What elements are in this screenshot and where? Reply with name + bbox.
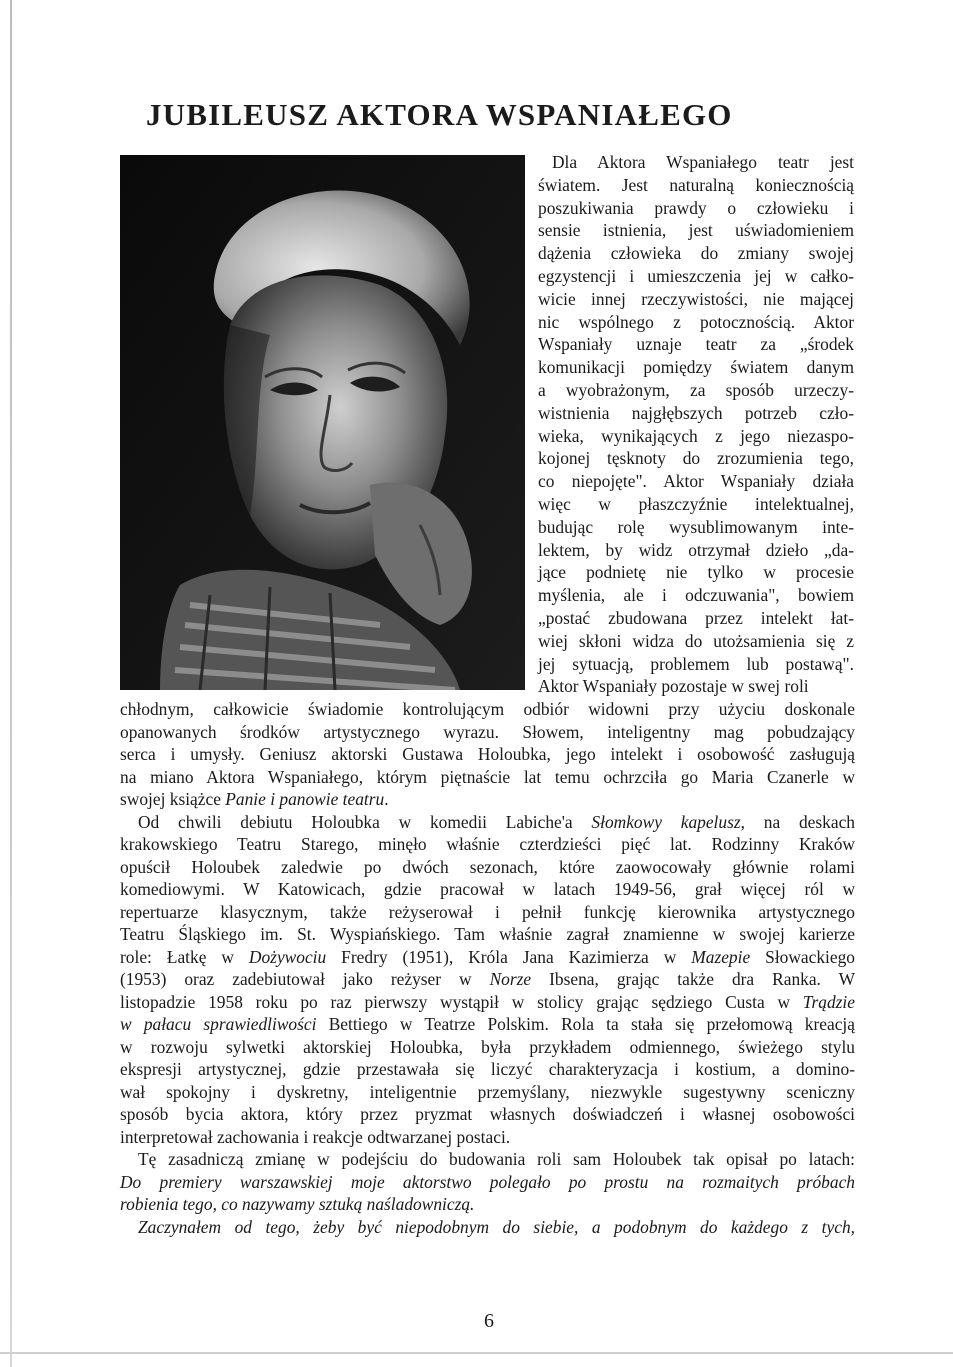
text-segment: krakowskiego Teatru Starego, minęło właśnie czterdzieści pięć lat. Rodzinny Kraków [120,834,855,854]
text-segment: opuścił Holoubek zaledwie po dwóch sezonach, które zaowocowały głównie rolami [120,856,855,877]
body-line [120,878,855,901]
text-segment: role: Łatkę w [120,946,249,967]
column-line: Dla Aktora Wspaniałego teatr jest [552,152,854,172]
text-segment: Od chwili debiutu Holoubka w komedii Labiche'a [138,811,592,832]
column-line: jej sytuacją, problemem lub postawą". [538,653,854,674]
column-line: wiej skłoni widza do utożsamienia się z [538,630,854,651]
column-line: wicie innej rzeczywistości, nie mającej [538,288,854,309]
column-line: wistnienia najgłębszych potrzeb czło- [538,402,854,423]
body-line [120,811,855,834]
column-line: egzystencji i umieszczenia jej w całko- [538,265,854,286]
column-line: jące podnietę nie tylko w procesie [538,562,854,583]
body-line [120,721,855,744]
column-line: kojonej tęsknoty do zrozumienia tego, [538,448,854,469]
text-segment: komediowymi. W Katowicach, gdzie pracował w latach 1949-56, grał więcej ról w [120,879,855,899]
column-line: nic wspólnego z potocznością. Aktor [538,311,854,332]
body-line [120,1216,855,1239]
text-segment: swojej książce [120,789,226,809]
text-segment: ekspresji artystycznej, gdzie przestawała się liczyć charakteryzacja i kostium, a domino- [120,1059,855,1079]
body-line [120,991,855,1014]
column-line: więc w płaszczyźnie intelektualnej, [538,493,854,514]
column-line: „postać zbudowana przez intelekt łat- [538,607,854,628]
text-segment: Do premiery warszawskiej moje aktorstwo polegało po prostu na rozmaitych próbach [120,1171,855,1192]
body-line [120,923,855,946]
body-line [120,1013,855,1036]
text-segment: repertuarze klasycznym, także reżyserował i pełnił funkcję kierownika artystycznego [120,901,855,922]
body-line [120,1081,855,1104]
body-line [120,833,855,856]
column-text [538,151,854,698]
text-segment: wał spokojny i dyskretny, inteligentnie przemyślany, niezwykle sugestywny sceniczny [120,1081,855,1102]
text-segment: serca i umysły. Geniusz aktorski Gustawa Holoubka, jego intelekt i osobowość zasługują [120,744,855,764]
column-line: komunikacji pomiędzy światem danym [538,357,854,378]
column-line: co niepojęte". Aktor Wspaniały działa [538,471,854,492]
body-line [120,1126,855,1149]
body-line [120,1171,855,1194]
text-segment: chłodnym, całkowicie świadomie kontrolującym odbiór widowni przy użyciu doskonale [120,699,855,719]
column-line: myślenia, ale i odczuwania", bowiem [538,585,854,606]
text-segment: (1953) oraz zadebiutował jako reżyser w [120,969,490,989]
body-line [120,766,855,789]
column-line: a wyobrażonym, za sposób urzeczy- [538,379,854,400]
scan-edge-left [10,0,12,1367]
column-line: lektem, by widz otrzymał dzieło „da- [538,539,854,560]
body-line [120,698,855,721]
body-line [120,788,855,811]
text-segment: w pałacu sprawiedliwości [120,1014,317,1034]
text-segment: listopadzie 1958 roku po raz pierwszy wystąpił w stolicy grając sędziego Custa w [120,991,803,1012]
text-segment: Fredry (1951), Króla Jana Kazimierza w [326,946,692,967]
text-segment: , na deskach [740,811,855,832]
text-segment: Słowackiego [750,946,855,967]
page-number: 6 [484,1310,494,1332]
text-segment: Mazepie [691,946,751,967]
body-line [120,968,855,991]
column-line: wieka, wynikających z jego niezaspo- [538,425,854,446]
body-line [120,946,855,969]
text-segment: interpretował zachowania i reakcje odtwarzanej postaci. [120,1126,511,1147]
column-line: Aktor Wspaniały pozostaje w swej roli [538,676,809,697]
text-segment: Teatru Śląskiego im. St. Wyspiańskiego. Tam właśnie zagrał znamienne w swojej karierze [120,924,855,944]
body-line [120,856,855,879]
column-line: poszukiwania prawdy o człowieku i [538,197,854,218]
scan-edge-bottom [0,1352,953,1354]
text-segment: Ibsena, grając także dra Ranka. W [531,969,855,989]
body-line [120,1058,855,1081]
text-segment: opanowanych środków artystycznego wyrazu. Słowem, inteligentny mag pobudzający [120,721,855,742]
body-line [120,743,855,766]
text-segment: Zaczynałem od tego, żeby być niepodobnym do siebie, a podobnym do każdego z tych, [138,1216,855,1237]
body-line [120,1193,855,1216]
column-line: sensie istnienia, jest uświadomieniem [538,220,854,241]
text-segment: robienia tego, co nazywamy sztuką naśladowniczą. [120,1194,475,1214]
portrait-photo [120,155,525,690]
text-segment: Tę zasadniczą zmianę w podejściu do budowania roli sam Holoubek tak opisał po latach: [138,1149,855,1169]
text-segment: Trądzie [802,991,855,1012]
body-line [120,1148,855,1171]
column-line: Wspaniały uznaje teatr za „środek [538,334,854,355]
column-line: światem. Jest naturalną koniecznością [538,174,854,195]
column-line: dążenia człowieka do zmiany swojej [538,243,854,264]
text-segment: Słomkowy kapelusz [591,811,741,832]
text-segment: Dożywociu [248,946,327,967]
text-segment: na miano Aktora Wspaniałego, którym piętnaście lat temu ochrzciła go Maria Czanerle w [120,766,855,787]
text-segment: w rozwoju sylwetki aktorskiej Holoubka, była przykładem odmiennego, świeżego stylu [120,1036,855,1057]
column-line: budując rolę wysublimowanym inte- [538,516,854,537]
body-line [120,901,855,924]
text-segment: Bettiego w Teatrze Polskim. Rola ta stała się przełomową kreacją [316,1014,855,1034]
body-line [120,1103,855,1126]
text-segment: Norze [489,969,532,989]
text-segment: . [384,789,389,809]
text-segment: Panie i panowie teatru [225,789,385,809]
body-text [120,698,855,1238]
text-segment: sposób bycia aktora, który przez pryzmat własnych doświadczeń i własnej osobowości [120,1104,855,1124]
page-title: JUBILEUSZ AKTORA WSPANIAŁEGO [146,97,733,132]
body-line [120,1036,855,1059]
